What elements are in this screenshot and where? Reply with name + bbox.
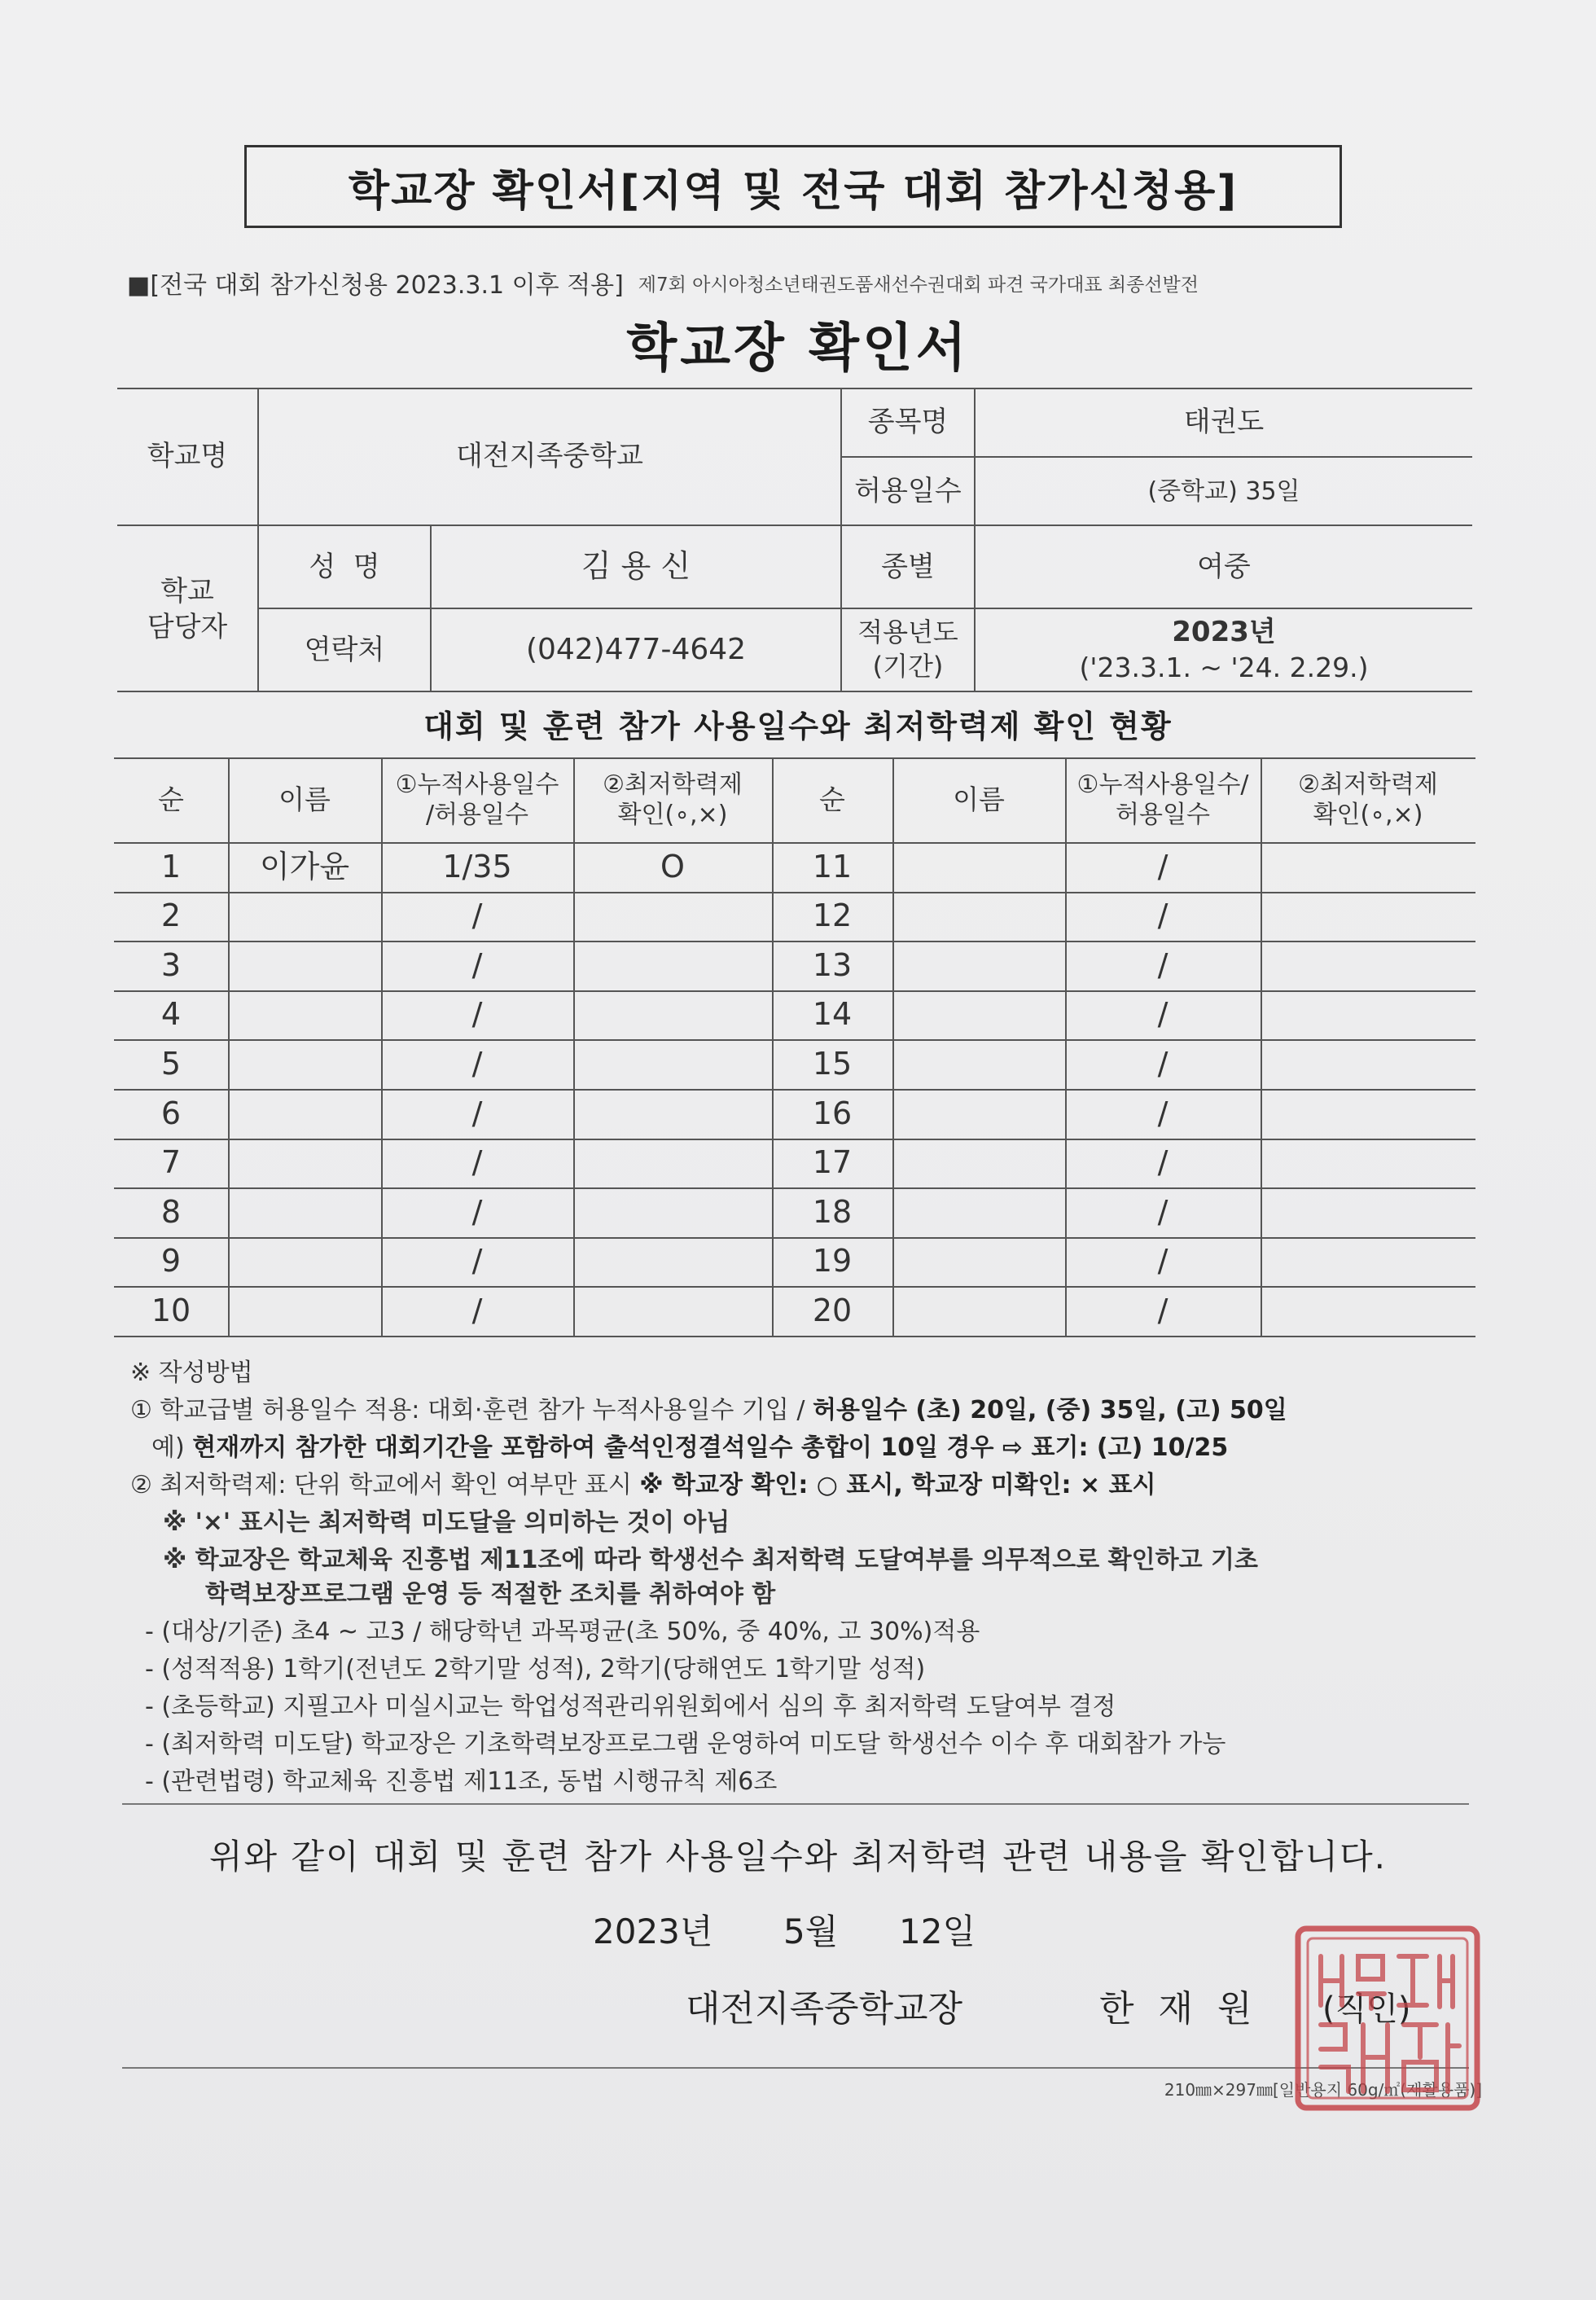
row-days: /: [471, 1292, 483, 1328]
name-value: 김 용 신: [581, 548, 691, 585]
header-name: 이름: [953, 783, 1005, 816]
seal-mark: (직인): [1322, 1991, 1411, 2028]
note-1-bold: 허용일수 (초) 20일, (중) 35일, (고) 50일: [813, 1396, 1287, 1424]
row-days: /: [1157, 946, 1168, 983]
row-days: /: [471, 946, 483, 983]
header-days: ①누적사용일수 /허용일수: [395, 770, 559, 829]
notes-heading: ※ 작성방법: [130, 1358, 253, 1387]
row-name: 이가윤: [259, 848, 350, 884]
school-value: 대전지족중학교: [456, 439, 643, 472]
note-9: - (초등학교) 지필고사 미실시교는 학업성적관리위원회에서 심의 후 최저학력 도달여부 결정: [145, 1692, 1116, 1721]
principal-name: 한 재 원: [1099, 1988, 1259, 2030]
paper-spec: 210㎜×297㎜[일반용지 60g/㎡(재활용품)]: [1164, 2080, 1482, 2100]
row-days: /: [471, 1095, 483, 1131]
row-check: [573, 1237, 772, 1287]
row-check: [573, 892, 772, 942]
row-number: 14: [812, 996, 853, 1033]
row-number: 2: [160, 898, 182, 934]
row-name: [228, 1039, 381, 1089]
row-check: [573, 990, 772, 1040]
row-days: /: [1157, 1095, 1168, 1131]
row-check: [1261, 941, 1475, 990]
note-3-bold: ※ 학교장 확인: ○ 표시, 학교장 미확인: × 표시: [639, 1471, 1156, 1499]
row-days: 1/35: [442, 848, 512, 884]
row-number: 18: [812, 1193, 853, 1230]
row-days: /: [471, 1243, 483, 1279]
row-days: /: [1157, 1045, 1168, 1082]
row-days: /: [471, 1193, 483, 1230]
row-name: [228, 1139, 381, 1188]
row-number: 7: [160, 1144, 182, 1181]
divider: [122, 1803, 1469, 1805]
row-check: [1261, 842, 1475, 892]
row-number: 13: [812, 946, 853, 983]
rule: [117, 691, 1472, 692]
row-check: [1261, 1139, 1475, 1188]
contact-label: 연락처: [304, 633, 385, 666]
row-days: /: [1157, 1193, 1168, 1230]
row-name: [892, 1039, 1065, 1089]
row-days: /: [1157, 848, 1168, 884]
date-day: 12일: [899, 1912, 976, 1951]
row-check: [573, 1187, 772, 1237]
table-rule: [114, 757, 1475, 759]
category-value: 여중: [1197, 550, 1251, 583]
apply-note-line: [127, 262, 1479, 303]
allowed-days-label: 허용일수: [854, 474, 962, 507]
row-check: [1261, 892, 1475, 942]
row-number: 20: [812, 1292, 853, 1328]
row-name: [228, 941, 381, 990]
row-name: [892, 941, 1065, 990]
row-name: [228, 1187, 381, 1237]
row-check: O: [660, 848, 685, 884]
row-check: [1261, 1237, 1475, 1287]
row-number: 3: [160, 946, 182, 983]
row-check: [1261, 1286, 1475, 1336]
document-title: 학교장 확인서: [626, 318, 970, 379]
row-number: 19: [812, 1243, 853, 1279]
confirm-statement: 위와 같이 대회 및 훈련 참가 사용일수와 최저학력 관련 내용을 확인합니다.: [208, 1837, 1388, 1876]
row-number: 4: [160, 996, 182, 1033]
row-name: [892, 1237, 1065, 1287]
row-name: [892, 1286, 1065, 1336]
year-label: 적용년도 (기간): [857, 617, 958, 682]
category-label: 종별: [881, 550, 935, 583]
row-name: [892, 1187, 1065, 1237]
divider: [122, 2067, 1469, 2069]
school-label: 학교명: [147, 439, 228, 472]
allowed-days-value: (중학교) 35일: [1147, 476, 1300, 506]
row-number: 5: [160, 1045, 182, 1082]
row-number: 6: [160, 1095, 182, 1131]
row-check: [573, 1089, 772, 1139]
row-days: /: [471, 1045, 483, 1082]
note-8: - (성적적용) 1학기(전년도 2학기말 성적), 2학기(당해연도 1학기말 성적): [145, 1655, 926, 1683]
note-6: 학력보장프로그램 운영 등 적절한 조치를 취하여야 함: [205, 1580, 776, 1609]
row-name: [892, 842, 1065, 892]
row-number: 17: [812, 1144, 853, 1181]
row-check: [573, 1139, 772, 1188]
principal-title: 대전지족중학교장: [686, 1988, 963, 2030]
header-name: 이름: [278, 783, 331, 816]
note-1: [130, 1389, 1287, 1425]
row-days: /: [1157, 1243, 1168, 1279]
notes-section: [130, 1352, 1482, 1808]
row-number: 8: [160, 1193, 182, 1230]
row-name: [228, 892, 381, 942]
row-check: [1261, 990, 1475, 1040]
header-order: 순: [158, 783, 184, 816]
header-days: ①누적사용일수/ 허용일수: [1076, 770, 1249, 829]
row-days: /: [1157, 1144, 1168, 1181]
apply-note: ■[전국 대회 참가신청용 2023.3.1 이후 적용]: [127, 271, 624, 300]
row-number: 1: [160, 848, 182, 884]
section-title: 대회 및 훈련 참가 사용일수와 최저학력제 확인 현황: [423, 709, 1173, 744]
row-name: [228, 1089, 381, 1139]
row-check: [573, 941, 772, 990]
note-3-text: ② 최저학력제: 단위 학교에서 확인 여부만 표시: [130, 1471, 640, 1499]
row-check: [573, 1286, 772, 1336]
table-rule: [114, 1336, 1475, 1337]
row-name: [892, 990, 1065, 1040]
header-order: 순: [819, 783, 845, 816]
sport-value: 태권도: [1183, 405, 1265, 438]
year-value: 2023년: [1172, 616, 1276, 649]
form-banner: 학교장 확인서[지역 및 전국 대회 참가신청용]: [244, 145, 1342, 228]
note-4: ※ '×' 표시는 최저학력 미도달을 의미하는 것이 아님: [163, 1508, 730, 1537]
row-days: /: [471, 898, 483, 934]
period-value: ('23.3.1. ~ '24. 2.29.): [1079, 651, 1369, 683]
event-note: 제7회 아시아청소년태권도품새선수권대회 파견 국가대표 최종선발전: [638, 274, 1199, 296]
row-days: /: [1157, 996, 1168, 1033]
note-1-text: ① 학교급별 허용일수 적용: 대회·훈련 참가 누적사용일수 기입 /: [130, 1396, 813, 1424]
header-check: ②최저학력제 확인(∘,×): [1298, 770, 1438, 829]
row-name: [892, 1139, 1065, 1188]
row-number: 15: [812, 1045, 853, 1082]
header-check: ②최저학력제 확인(∘,×): [603, 770, 743, 829]
row-number: 9: [160, 1243, 182, 1279]
note-5: ※ 학교장은 학교체육 진흥법 제11조에 따라 학생선수 최저학력 도달여부를 의무적으로 확인하고 기초: [163, 1546, 1258, 1574]
row-number: 12: [812, 898, 853, 934]
contact-value: (042)477-4642: [525, 632, 747, 666]
row-number: 11: [812, 848, 853, 884]
row-number: 10: [151, 1292, 191, 1328]
row-check: [1261, 1089, 1475, 1139]
date-month: 5월: [783, 1912, 839, 1951]
name-label: 성 명: [309, 550, 380, 583]
note-2: [151, 1427, 1228, 1463]
row-days: /: [471, 996, 483, 1033]
info-box: [117, 388, 1472, 692]
note-7: - (대상/기준) 초4 ~ 고3 / 해당학년 과목평균(초 50%, 중 40%, 고 30%)적용: [145, 1617, 980, 1646]
row-number: 16: [812, 1095, 853, 1131]
official-seal: [1293, 1924, 1482, 2113]
year-cell: [976, 609, 1472, 691]
usage-table: [114, 757, 1475, 1336]
row-name: [228, 1286, 381, 1336]
note-3: [130, 1464, 1156, 1500]
row-name: [892, 1089, 1065, 1139]
note-2-bold: 현재까지 참가한 대회기간을 포함하여 출석인정결석일수 총합이 10일 경우 ⇨ 표기: (고) 10/25: [192, 1433, 1229, 1462]
staff-label: 학교 담당자: [147, 574, 228, 643]
row-check: [573, 1039, 772, 1089]
row-check: [1261, 1039, 1475, 1089]
date-year: 2023년: [593, 1912, 713, 1951]
note-10: - (최저학력 미도달) 학교장은 기초학력보장프로그램 운영하여 미도달 학생선수 이수 후 대회참가 가능: [145, 1730, 1226, 1758]
row-days: /: [1157, 1292, 1168, 1328]
row-name: [228, 1237, 381, 1287]
row-name: [892, 892, 1065, 942]
row-check: [1261, 1187, 1475, 1237]
row-name: [228, 990, 381, 1040]
sport-label: 종목명: [867, 405, 949, 438]
row-days: /: [1157, 898, 1168, 934]
row-days: /: [471, 1144, 483, 1181]
note-2-text: 예): [151, 1433, 193, 1462]
note-11: - (관련법령) 학교체육 진흥법 제11조, 동법 시행규칙 제6조: [145, 1767, 778, 1796]
